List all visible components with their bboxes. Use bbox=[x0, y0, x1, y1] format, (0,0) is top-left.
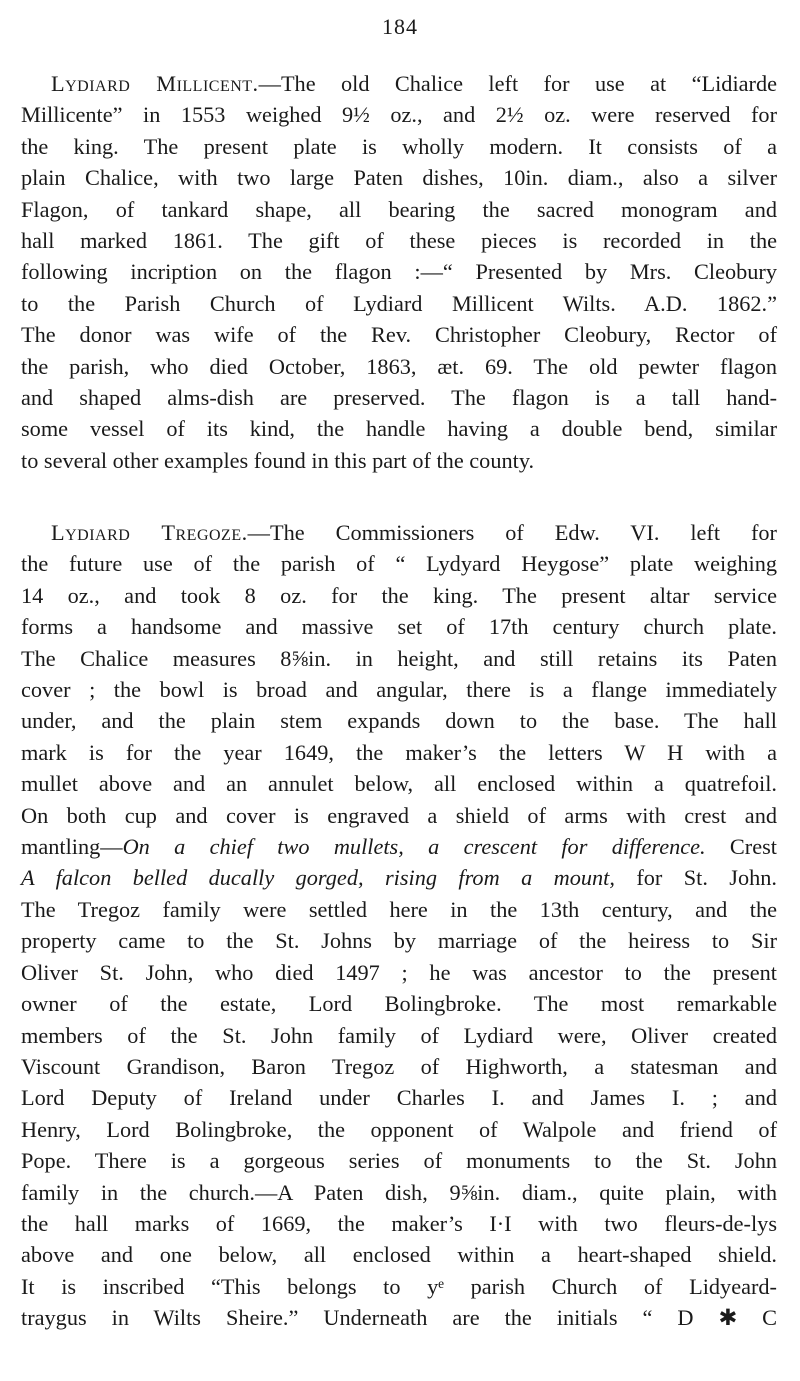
text-line: The Tregoz family were settled here in the 13th century, and the bbox=[21, 896, 777, 922]
text-line: 14 oz., and took 8 oz. for the king. The present altar service bbox=[21, 582, 777, 608]
paragraph-lydiard-tregoze bbox=[21, 517, 777, 1334]
text-line: plain Chalice, with two large Paten dishes, 10in. diam., also a silver bbox=[21, 165, 777, 191]
text-line: forms a handsome and massive set of 17th century church plate. bbox=[21, 614, 777, 640]
text-line: Lydiard Millicent.—The old Chalice left for use at “Lidiarde bbox=[51, 71, 778, 96]
text-line: Flagon, of tankard shape, all bearing the sacred monogram and bbox=[21, 196, 777, 222]
text-line: Pope. There is a gorgeous series of monuments to the St. John bbox=[21, 1148, 777, 1174]
section-heading: Lydiard Tregoze. bbox=[51, 520, 248, 545]
text-line: under, and the plain stem expands down to the base. The hall bbox=[21, 708, 777, 734]
text-line: mullet above and an annulet below, all enclosed within a quatrefoil. bbox=[21, 771, 777, 797]
text-line: the king. The present plate is wholly modern. It consists of a bbox=[21, 133, 777, 159]
paragraph-lydiard-millicent bbox=[21, 68, 777, 476]
blazon-italic: On a chief two mullets, a crescent for difference. bbox=[122, 834, 706, 860]
text-line: Lord Deputy of Ireland under Charles I. and James I. ; and bbox=[21, 1085, 777, 1111]
text-line: Oliver St. John, who died 1497 ; he was ancestor to the present bbox=[21, 959, 777, 985]
text-line: to several other examples found in this part of the county. bbox=[21, 447, 535, 473]
crest-italic: A falcon belled ducally gorged, rising from a mount, bbox=[21, 865, 615, 891]
text-line: mark is for the year 1649, the maker’s the letters W H with a bbox=[21, 739, 777, 765]
text-line: mantling—On a chief two mullets, a crescent for difference. Crest bbox=[21, 834, 777, 860]
text-line: following incription on the flagon :—“ Presented by Mrs. Cleobury bbox=[21, 259, 777, 285]
text-line: some vessel of its kind, the handle having a double bend, similar bbox=[21, 416, 777, 442]
text-line: It is inscribed “This belongs to yᵉ parish Church of Lidyeard- bbox=[21, 1273, 777, 1299]
text-line: members of the St. John family of Lydiard were, Oliver created bbox=[21, 1022, 777, 1048]
page-number: 184 bbox=[382, 14, 418, 39]
section-heading: Lydiard Millicent. bbox=[51, 71, 259, 96]
text-line: family in the church.—A Paten dish, 9⅝in. diam., quite plain, with bbox=[21, 1179, 777, 1205]
text-line: The Chalice measures 8⅝in. in height, and still retains its Paten bbox=[21, 645, 777, 671]
text-line: owner of the estate, Lord Bolingbroke. The most remarkable bbox=[21, 991, 777, 1017]
text-line: Lydiard Tregoze.—The Commissioners of Edw. VI. left for bbox=[51, 520, 777, 545]
text-line: above and one below, all enclosed within a heart-shaped shield. bbox=[21, 1242, 777, 1268]
text-line: the future use of the parish of “ Lydyard Heygose” plate weighing bbox=[21, 551, 777, 577]
text-line: traygus in Wilts Sheire.” Underneath are the initials “ D ✱ C bbox=[21, 1305, 777, 1331]
text-line: the hall marks of 1669, the maker’s I·I with two fleurs-de-lys bbox=[21, 1210, 777, 1236]
text-line: On both cup and cover is engraved a shield of arms with crest and bbox=[21, 802, 777, 828]
text-line: The donor was wife of the Rev. Christopher Cleobury, Rector of bbox=[21, 322, 777, 348]
text-line: to the Parish Church of Lydiard Millicent Wilts. A.D. 1862.” bbox=[21, 290, 777, 316]
text-line: hall marked 1861. The gift of these pieces is recorded in the bbox=[21, 228, 777, 254]
text-line: property came to the St. Johns by marriage of the heiress to Sir bbox=[21, 928, 777, 954]
text-line: A falcon belled ducally gorged, rising from a mount, for St. John. bbox=[21, 865, 777, 891]
text-line: the parish, who died October, 1863, æt. 69. The old pewter flagon bbox=[21, 353, 777, 379]
text-line: cover ; the bowl is broad and angular, there is a flange immediately bbox=[21, 677, 777, 703]
text-line: and shaped alms-dish are preserved. The flagon is a tall hand- bbox=[21, 385, 777, 411]
text-line: Viscount Grandison, Baron Tregoz of Highworth, a statesman and bbox=[21, 1053, 777, 1079]
text-line: Henry, Lord Bolingbroke, the opponent of Walpole and friend of bbox=[21, 1116, 777, 1142]
text-line: Millicente” in 1553 weighed 9½ oz., and 2½ oz. were reserved for bbox=[21, 102, 777, 128]
